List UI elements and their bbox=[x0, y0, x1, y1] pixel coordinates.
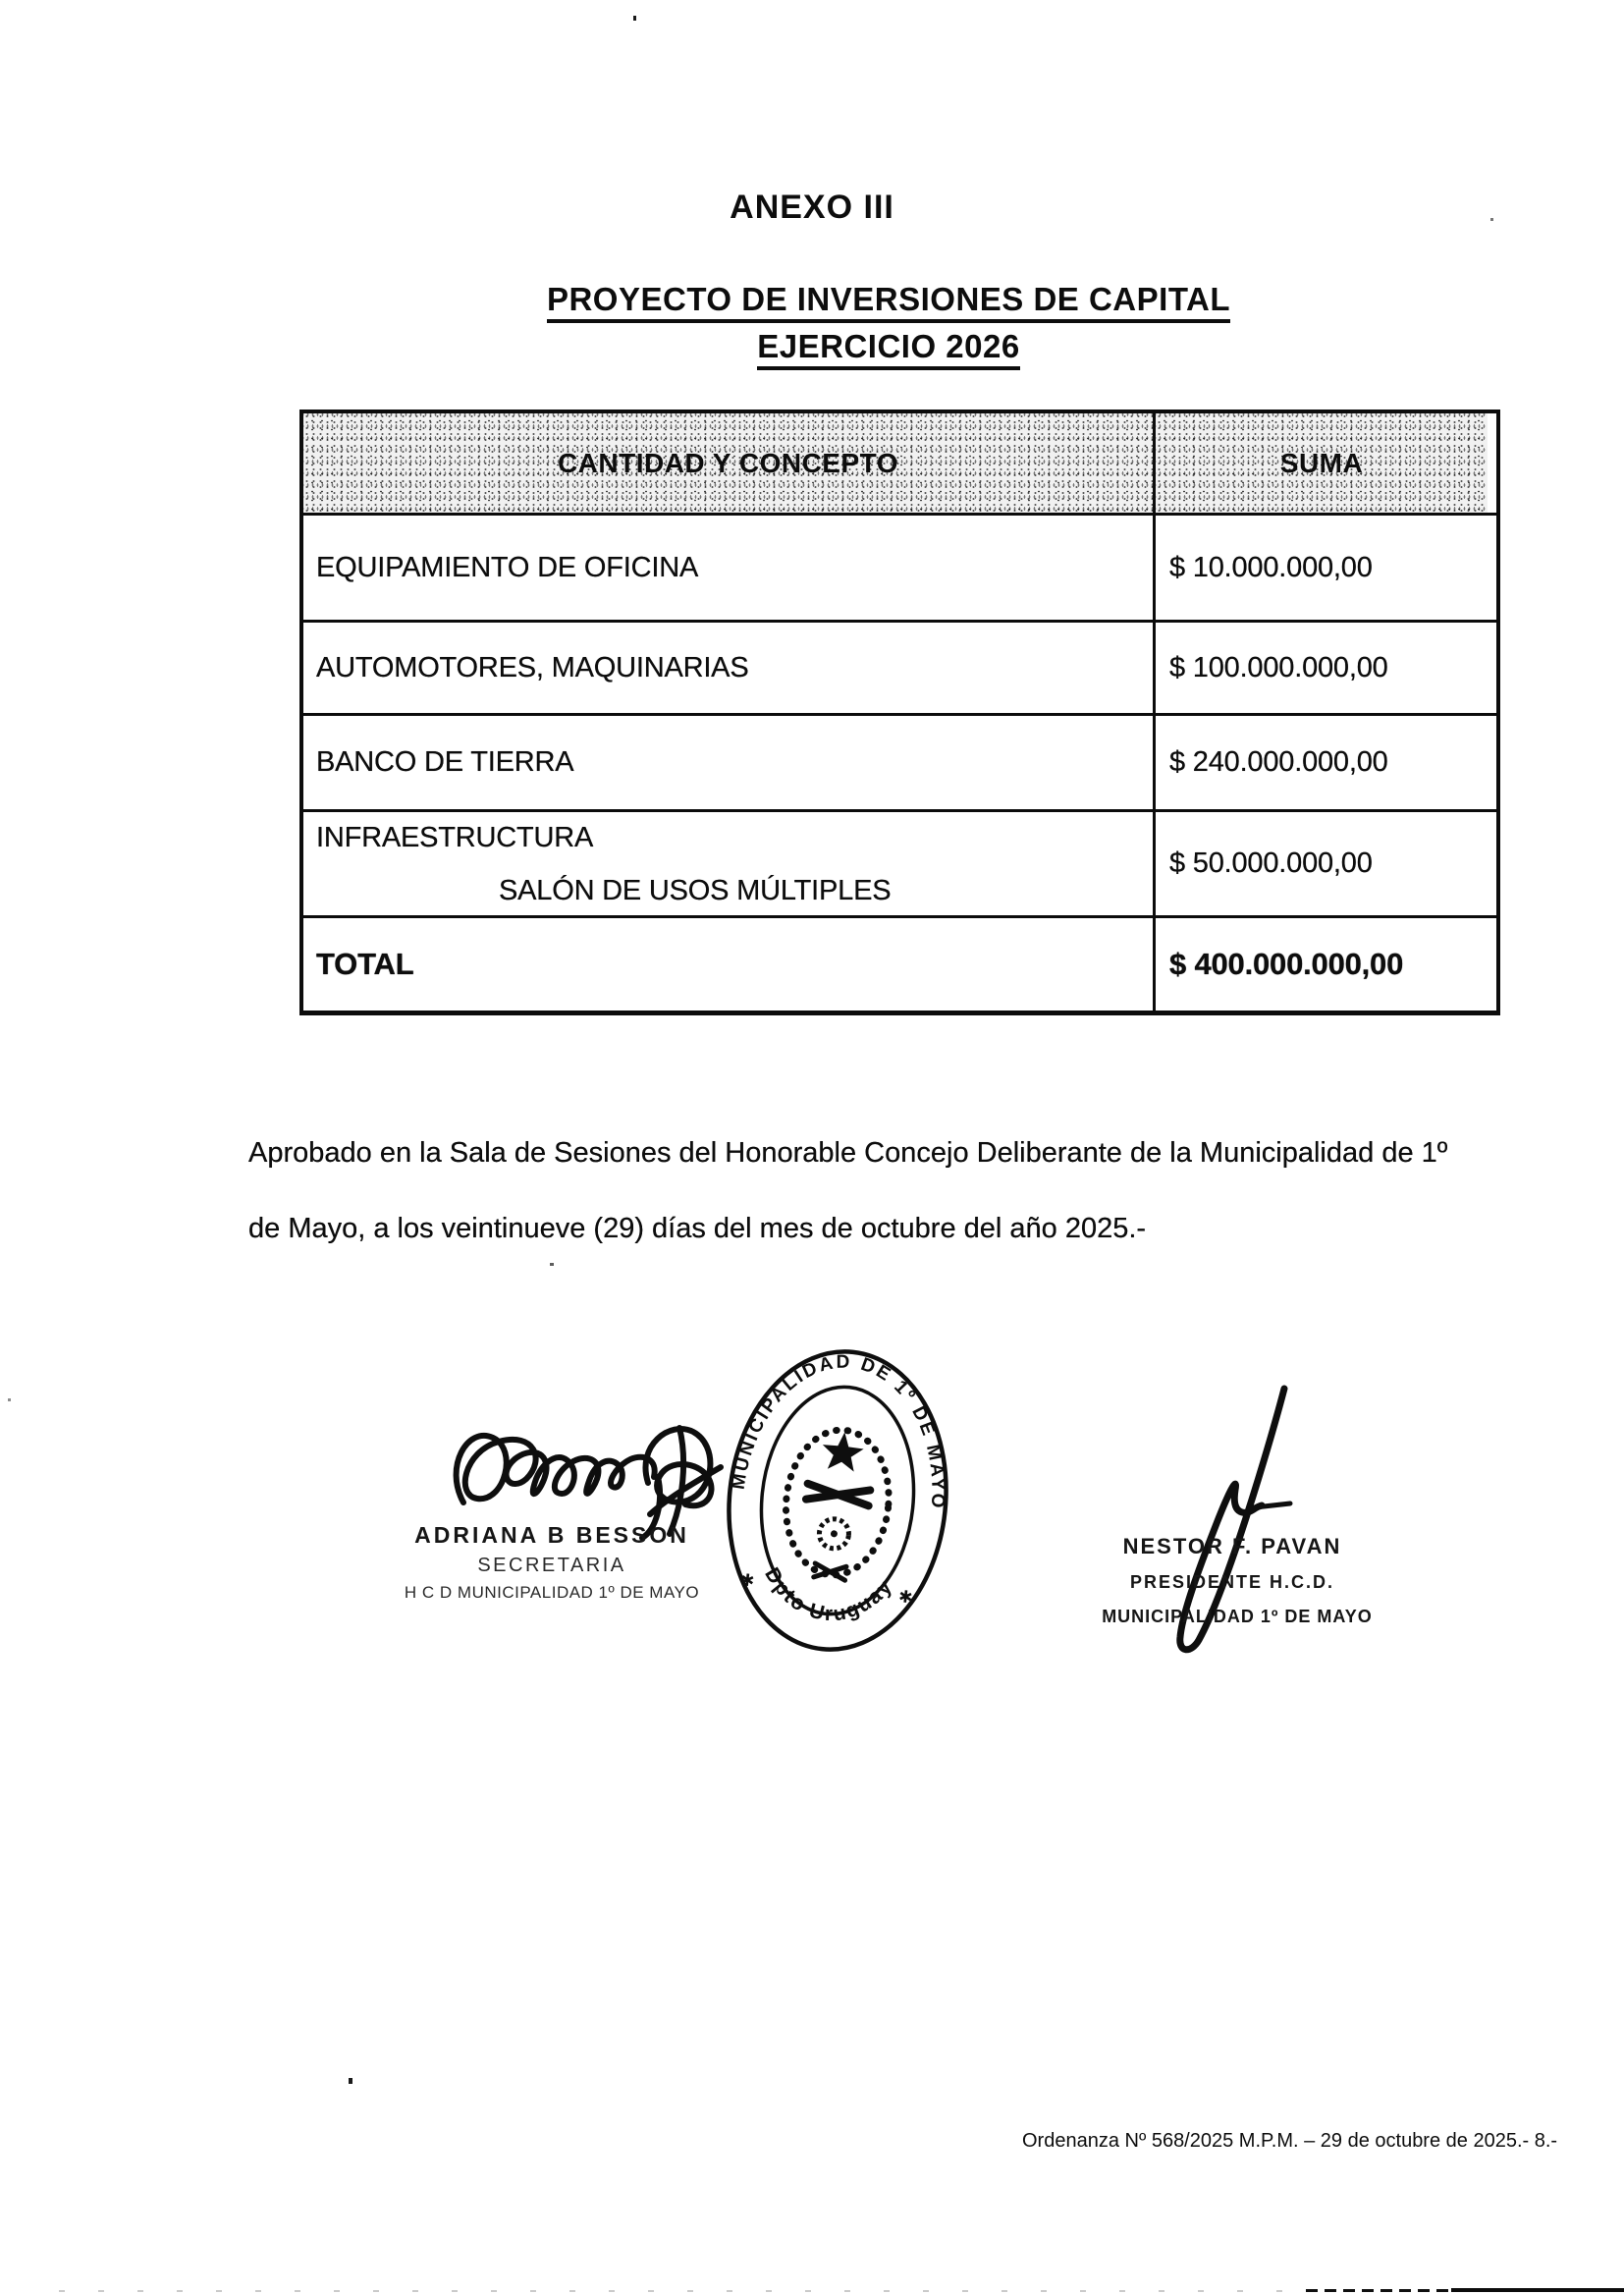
scan-artifact-dot bbox=[550, 1263, 554, 1266]
header-cell-concept: CANTIDAD Y CONCEPTO bbox=[303, 413, 1153, 513]
concept-line-2: SALÓN DE USOS MÚLTIPLES bbox=[499, 874, 892, 906]
amount-cell: $ 10.000.000,00 bbox=[1153, 516, 1488, 620]
subtitle-line-2: EJERCICIO 2026 bbox=[757, 328, 1019, 370]
approval-line-1: Aprobado en la Sala de Sesiones del Honorable Concejo Deliberante de la Municipalidad de 1º bbox=[248, 1137, 1448, 1169]
amount-cell: $ 240.000.000,00 bbox=[1153, 716, 1488, 809]
table-row bbox=[303, 620, 1496, 713]
approval-line-2: de Mayo, a los veintinueve (29) días del mes de octubre del año 2025.- bbox=[248, 1213, 1147, 1244]
approval-paragraph bbox=[248, 1137, 1554, 1245]
seal-gear-hub bbox=[831, 1530, 839, 1538]
concept-cell bbox=[303, 812, 1153, 915]
table-row bbox=[303, 513, 1496, 620]
concept-cell: EQUIPAMIENTO DE OFICINA bbox=[316, 551, 699, 583]
scan-artifact-dot bbox=[349, 2078, 352, 2084]
seal-star-left-icon: ✱ bbox=[739, 1570, 756, 1591]
president-title: PRESIDENTE H.C.D. bbox=[1129, 1572, 1335, 1592]
ordinance-footer-reference: Ordenanza Nº 568/2025 M.P.M. – 29 de octubre de 2025.- 8.- bbox=[1022, 2130, 1558, 2152]
concept-line-1: INFRAESTRUCTURA bbox=[316, 821, 594, 853]
scan-artifact-dot bbox=[633, 16, 636, 21]
table-row bbox=[303, 809, 1496, 915]
seal-ribbon bbox=[814, 1563, 846, 1580]
seal-star-right-icon: ✱ bbox=[897, 1587, 914, 1608]
concept-cell: BANCO DE TIERRA bbox=[316, 746, 574, 778]
scan-artifact-dot bbox=[8, 1398, 11, 1401]
scan-artifact-dot bbox=[1490, 218, 1493, 221]
document-subtitle bbox=[275, 281, 1502, 370]
secretary-name: ADRIANA B BESSON bbox=[414, 1522, 689, 1548]
amount-cell: $ 100.000.000,00 bbox=[1153, 623, 1488, 713]
president-name: NESTOR F. PAVAN bbox=[1122, 1534, 1342, 1558]
table-total-row bbox=[303, 915, 1496, 1011]
table-header-row bbox=[303, 413, 1496, 513]
total-label-cell: TOTAL bbox=[316, 947, 414, 981]
scan-artifact-bottom-line bbox=[1451, 2288, 1624, 2292]
annex-title: ANEXO III bbox=[730, 189, 894, 226]
secretary-organization: H C D MUNICIPALIDAD 1º DE MAYO bbox=[404, 1583, 700, 1602]
president-organization: MUNICIPALIDAD 1º DE MAYO bbox=[1102, 1607, 1373, 1626]
seal-arc-top-text: MUNICIPALIDAD DE 1º DE MAYO bbox=[728, 1351, 948, 1511]
seal-arc-bottom-text: Dpto Uruguay bbox=[760, 1563, 898, 1626]
header-cell-suma: SUMA bbox=[1153, 413, 1488, 513]
concept-cell: AUTOMOTORES, MAQUINARIAS bbox=[316, 651, 749, 683]
seal-crossed-hands bbox=[806, 1484, 870, 1506]
municipal-seal-stamp bbox=[703, 1326, 971, 1674]
investments-table bbox=[299, 410, 1500, 1015]
subtitle-line-1: PROYECTO DE INVERSIONES DE CAPITAL bbox=[547, 281, 1230, 323]
amount-cell: $ 50.000.000,00 bbox=[1153, 812, 1488, 915]
scan-artifact-bottom-faint-dashes bbox=[59, 2290, 1306, 2292]
secretary-title: SECRETARIA bbox=[477, 1555, 626, 1576]
total-amount-cell: $ 400.000.000,00 bbox=[1153, 918, 1488, 1011]
table-row bbox=[303, 713, 1496, 809]
scan-artifact-bottom-dashes bbox=[1306, 2289, 1453, 2292]
